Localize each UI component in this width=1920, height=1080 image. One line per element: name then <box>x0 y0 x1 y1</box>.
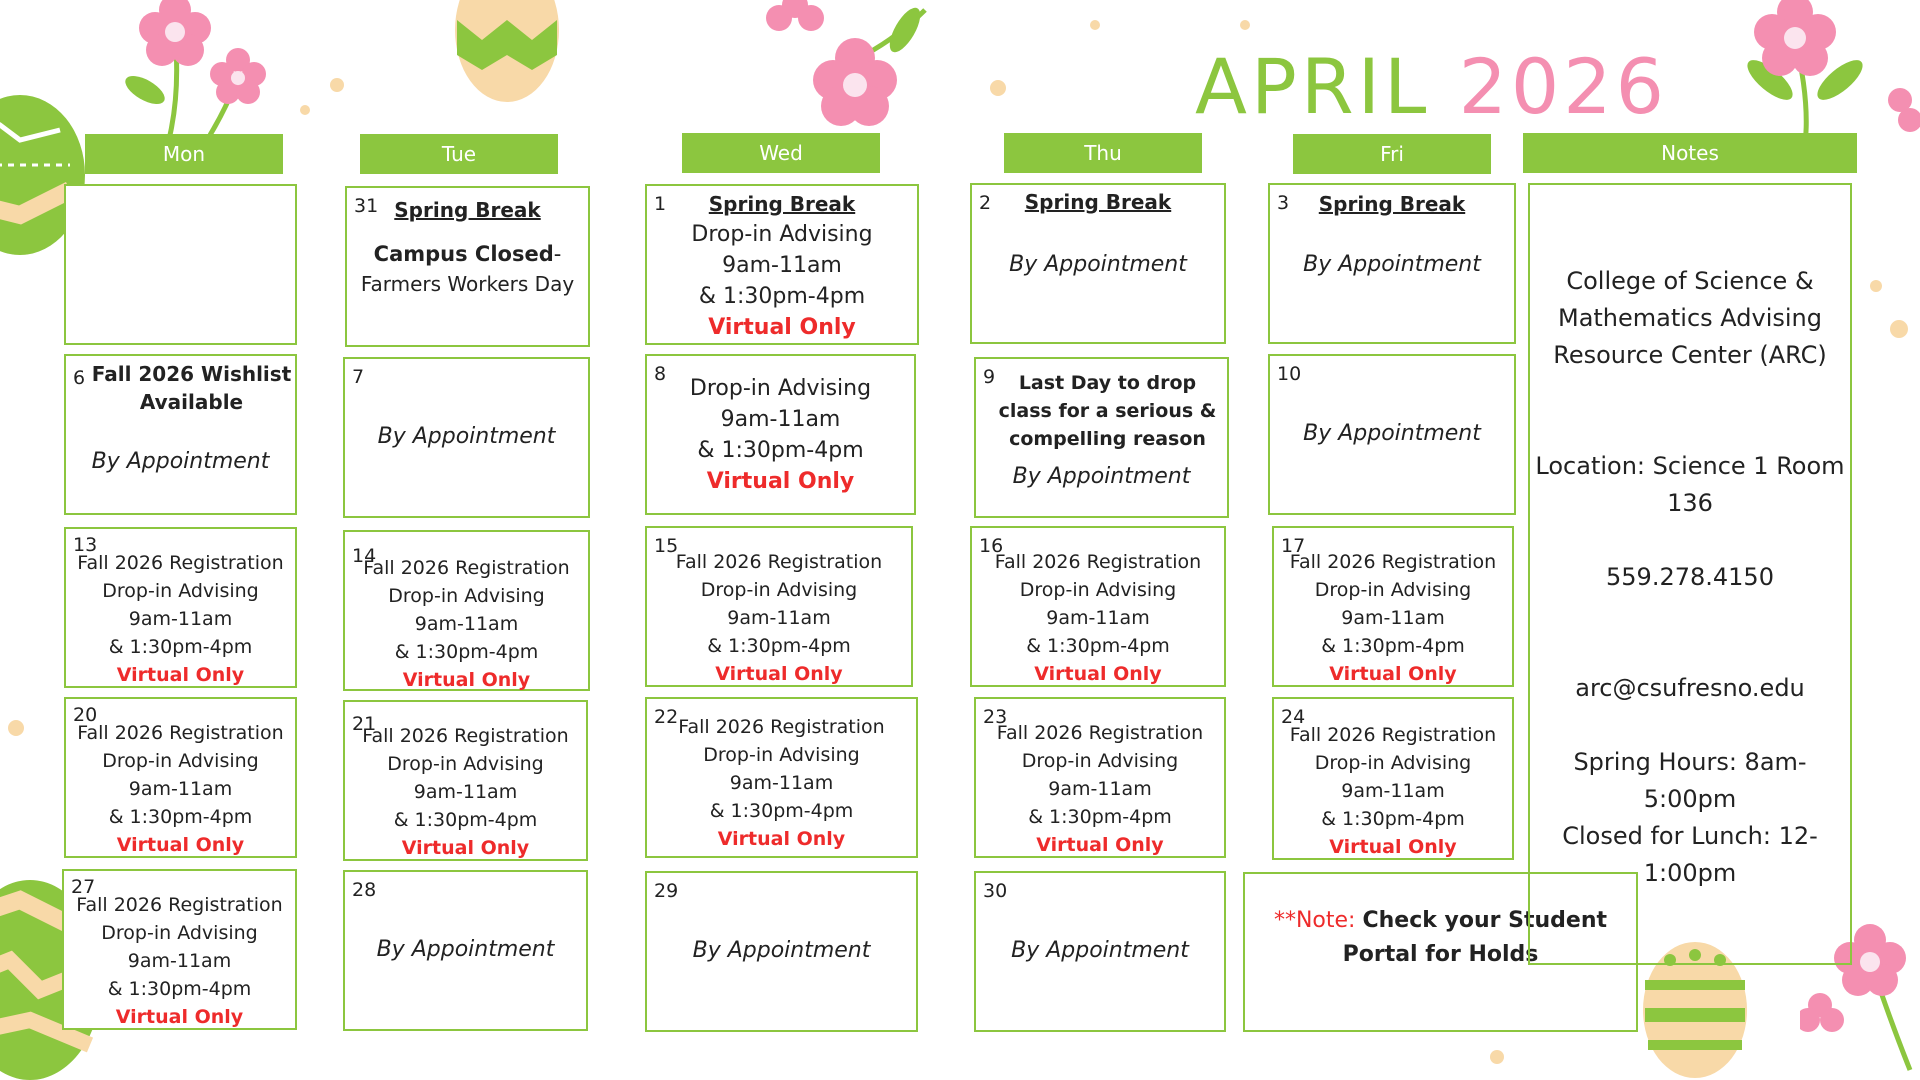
time-afternoon: & 1:30pm-4pm <box>1321 635 1465 657</box>
decorative-dot <box>1890 320 1908 338</box>
registration-label: Fall 2026 Registration <box>675 551 883 573</box>
time-afternoon: & 1:30pm-4pm <box>393 809 538 831</box>
time-afternoon: & 1:30pm-4pm <box>1026 635 1170 657</box>
day-cell-9 <box>974 357 1229 518</box>
decorative-dot <box>8 720 24 736</box>
virtual-only-label: Virtual Only <box>116 664 245 686</box>
drop-in-label: Drop-in Advising <box>1314 752 1472 774</box>
time-morning: 9am-11am <box>128 608 233 630</box>
by-appointment-label: By Appointment <box>1303 421 1481 446</box>
day-number: 7 <box>352 366 365 388</box>
virtual-only-label: Virtual Only <box>1329 836 1457 858</box>
virtual-only-label: Virtual Only <box>706 469 855 494</box>
header-thu: Thu <box>1004 133 1202 173</box>
virtual-only-label: Virtual Only <box>717 828 846 850</box>
registration-label: Fall 2026 Registration <box>77 552 284 574</box>
spring-break-label: Spring Break <box>708 192 856 216</box>
time-afternoon: & 1:30pm-4pm <box>1028 806 1172 828</box>
org-name-line2: Mathematics Advising <box>1557 304 1822 332</box>
time-afternoon: & 1:30pm-4pm <box>709 800 854 822</box>
day-number: 27 <box>71 876 96 898</box>
time-morning: 9am-11am <box>128 778 233 800</box>
by-appointment-label: By Appointment <box>377 424 556 449</box>
day-cell-21 <box>343 700 588 861</box>
virtual-only-label: Virtual Only <box>1036 834 1164 856</box>
hours-line3: 1:00pm <box>1643 859 1737 887</box>
time-morning: 9am-11am <box>414 613 519 635</box>
day-cell-31: 31 Spring Break Campus Closed- Farmers Workers Day <box>345 186 590 347</box>
day-number: 30 <box>983 880 1008 902</box>
calendar-title <box>1195 42 1668 131</box>
day-cell-15 <box>645 526 913 687</box>
registration-label: Fall 2026 Registration <box>996 722 1204 744</box>
day-number: 2 <box>979 192 992 214</box>
time-morning: 9am-11am <box>720 407 841 432</box>
note-text: Check your Student Portal for Holds <box>1342 908 1608 967</box>
time-morning: 9am-11am <box>1341 780 1445 802</box>
spring-break-label: Spring Break <box>394 198 541 222</box>
time-afternoon: & 1:30pm-4pm <box>698 284 866 309</box>
header-wed: Wed <box>682 133 880 173</box>
time-afternoon: & 1:30pm-4pm <box>107 978 252 1000</box>
day-cell-1 <box>645 184 919 345</box>
hours-line1: Spring Hours: 8am-5:00pm <box>1573 748 1807 813</box>
day-number: 28 <box>352 879 377 901</box>
spring-break-label: Spring Break <box>1024 190 1172 214</box>
virtual-only-label: Virtual Only <box>1329 663 1457 685</box>
day-number: 17 <box>1281 535 1306 557</box>
day-number: 8 <box>654 363 667 385</box>
day-cell-14 <box>343 530 590 691</box>
day-cell-3 <box>1268 183 1516 344</box>
virtual-only-label: Virtual Only <box>401 837 530 859</box>
drop-in-label: Drop-in Advising <box>689 376 872 401</box>
registration-label: Fall 2026 Registration <box>362 725 569 747</box>
day-cell-27 <box>62 869 297 1030</box>
time-afternoon: & 1:30pm-4pm <box>394 641 539 663</box>
decorative-dot <box>1490 1050 1504 1064</box>
flower-decoration-topright <box>1720 0 1920 150</box>
virtual-only-label: Virtual Only <box>115 1006 244 1028</box>
decorative-dot <box>330 78 344 92</box>
day-number: 14 <box>352 545 377 567</box>
day-number: 16 <box>979 535 1004 557</box>
time-afternoon: & 1:30pm-4pm <box>108 806 253 828</box>
registration-label: Fall 2026 Registration <box>76 894 283 916</box>
day-cell-13 <box>64 527 297 688</box>
campus-closed-label: Campus Closed <box>373 242 554 266</box>
registration-label: Fall 2026 Registration <box>678 716 885 738</box>
day-number: 1 <box>654 193 667 215</box>
title-month: APRIL <box>1195 42 1431 131</box>
day-number: 9 <box>983 366 996 388</box>
time-morning: 9am-11am <box>413 781 518 803</box>
day-cell-30 <box>974 871 1226 1032</box>
drop-in-label: Drop-in Advising <box>700 579 858 601</box>
time-afternoon: & 1:30pm-4pm <box>697 438 864 463</box>
time-morning: 9am-11am <box>127 950 232 972</box>
header-fri: Fri <box>1293 134 1491 174</box>
by-appointment-label: By Appointment <box>1009 252 1187 277</box>
day-cell-28 <box>343 870 588 1031</box>
title-year: 2026 <box>1458 42 1668 131</box>
notes-panel <box>1528 183 1852 965</box>
drop-in-label: Drop-in Advising <box>1021 750 1179 772</box>
registration-label: Fall 2026 Registration <box>1289 724 1497 746</box>
day-number: 22 <box>654 706 679 728</box>
registration-label: Fall 2026 Registration <box>1289 551 1497 573</box>
day-cell-23 <box>974 697 1226 858</box>
time-morning: 9am-11am <box>722 253 842 278</box>
time-morning: 9am-11am <box>1341 607 1445 629</box>
decorative-dot <box>1870 280 1882 292</box>
phone-number: 559.278.4150 <box>1606 563 1774 591</box>
time-morning: 9am-11am <box>1046 607 1150 629</box>
time-morning: 9am-11am <box>727 607 831 629</box>
day-cell-8 <box>645 354 916 515</box>
registration-label: Fall 2026 Registration <box>994 551 1202 573</box>
drop-in-label: Drop-in Advising <box>387 753 544 775</box>
day-cell-empty <box>64 184 297 345</box>
drop-in-label: Drop-in Advising <box>691 222 873 247</box>
virtual-only-label: Virtual Only <box>708 315 856 340</box>
time-afternoon: & 1:30pm-4pm <box>108 636 253 658</box>
day-number: 13 <box>73 534 98 556</box>
day-number: 24 <box>1281 706 1306 728</box>
day-cell-16 <box>970 526 1226 687</box>
drop-in-label: Drop-in Advising <box>102 750 259 772</box>
event-last-day-to-drop: Last Day to drop class for a serious & compelling reason <box>998 372 1217 450</box>
spring-break-label: Spring Break <box>1318 192 1466 216</box>
registration-label: Fall 2026 Registration <box>77 722 284 744</box>
by-appointment-label: By Appointment <box>1011 938 1189 963</box>
day-cell-22 <box>645 697 918 858</box>
day-number: 21 <box>352 713 377 735</box>
email-address[interactable]: arc@csufresno.edu <box>1575 674 1805 702</box>
time-morning: 9am-11am <box>1048 778 1152 800</box>
drop-in-label: Drop-in Advising <box>102 580 259 602</box>
day-number: 23 <box>983 706 1008 728</box>
day-number: 20 <box>73 704 98 726</box>
day-number: 15 <box>654 535 679 557</box>
by-appointment-label: By Appointment <box>1012 464 1191 489</box>
event-wishlist: Fall 2026 Wishlist Available <box>91 362 292 414</box>
decorative-dot <box>1240 20 1250 30</box>
registration-label: Fall 2026 Registration <box>363 557 570 579</box>
holiday-name: Farmers Workers Day <box>360 272 575 296</box>
flower-decoration-topleft <box>110 0 290 140</box>
note-prefix: **Note: <box>1273 908 1356 933</box>
time-afternoon: & 1:30pm-4pm <box>707 635 851 657</box>
day-cell-7 <box>343 357 590 518</box>
day-cell-10 <box>1268 354 1516 515</box>
time-morning: 9am-11am <box>729 772 834 794</box>
by-appointment-label: By Appointment <box>376 937 555 962</box>
drop-in-label: Drop-in Advising <box>1314 579 1472 601</box>
day-number: 10 <box>1277 363 1302 385</box>
drop-in-label: Drop-in Advising <box>101 922 258 944</box>
time-afternoon: & 1:30pm-4pm <box>1321 808 1465 830</box>
day-cell-6 <box>64 354 297 515</box>
virtual-only-label: Virtual Only <box>402 669 531 691</box>
day-cell-29 <box>645 871 918 1032</box>
decorative-dot <box>300 105 310 115</box>
drop-in-label: Drop-in Advising <box>1019 579 1177 601</box>
hours-line2: Closed for Lunch: 12- <box>1562 822 1818 850</box>
org-name-line1: College of Science & <box>1566 267 1814 295</box>
day-cell-2 <box>970 183 1226 344</box>
virtual-only-label: Virtual Only <box>116 834 245 856</box>
decorative-dot <box>1090 20 1100 30</box>
location-line2: 136 <box>1667 489 1713 517</box>
header-tue: Tue <box>360 134 558 174</box>
day-cell-20 <box>64 697 297 858</box>
by-appointment-label: By Appointment <box>1303 252 1481 277</box>
flower-decoration-top-center <box>765 0 935 135</box>
drop-in-label: Drop-in Advising <box>703 744 860 766</box>
decorative-dot <box>990 80 1006 96</box>
day-cell-17 <box>1272 526 1514 687</box>
drop-in-label: Drop-in Advising <box>388 585 545 607</box>
by-appointment-label: By Appointment <box>692 938 871 963</box>
day-number: 31 <box>354 195 379 217</box>
location-line1: Location: Science 1 Room <box>1535 452 1845 480</box>
virtual-only-label: Virtual Only <box>1034 663 1162 685</box>
day-number: 3 <box>1277 192 1290 214</box>
virtual-only-label: Virtual Only <box>715 663 843 685</box>
by-appointment-label: By Appointment <box>91 449 270 474</box>
day-cell-24 <box>1272 697 1514 860</box>
org-name-line3: Resource Center (ARC) <box>1553 341 1827 369</box>
easter-egg-decoration-top <box>452 0 562 105</box>
header-mon: Mon <box>85 134 283 174</box>
header-notes: Notes <box>1523 133 1857 173</box>
day-number: 6 <box>73 367 86 389</box>
day-number: 29 <box>654 880 679 902</box>
